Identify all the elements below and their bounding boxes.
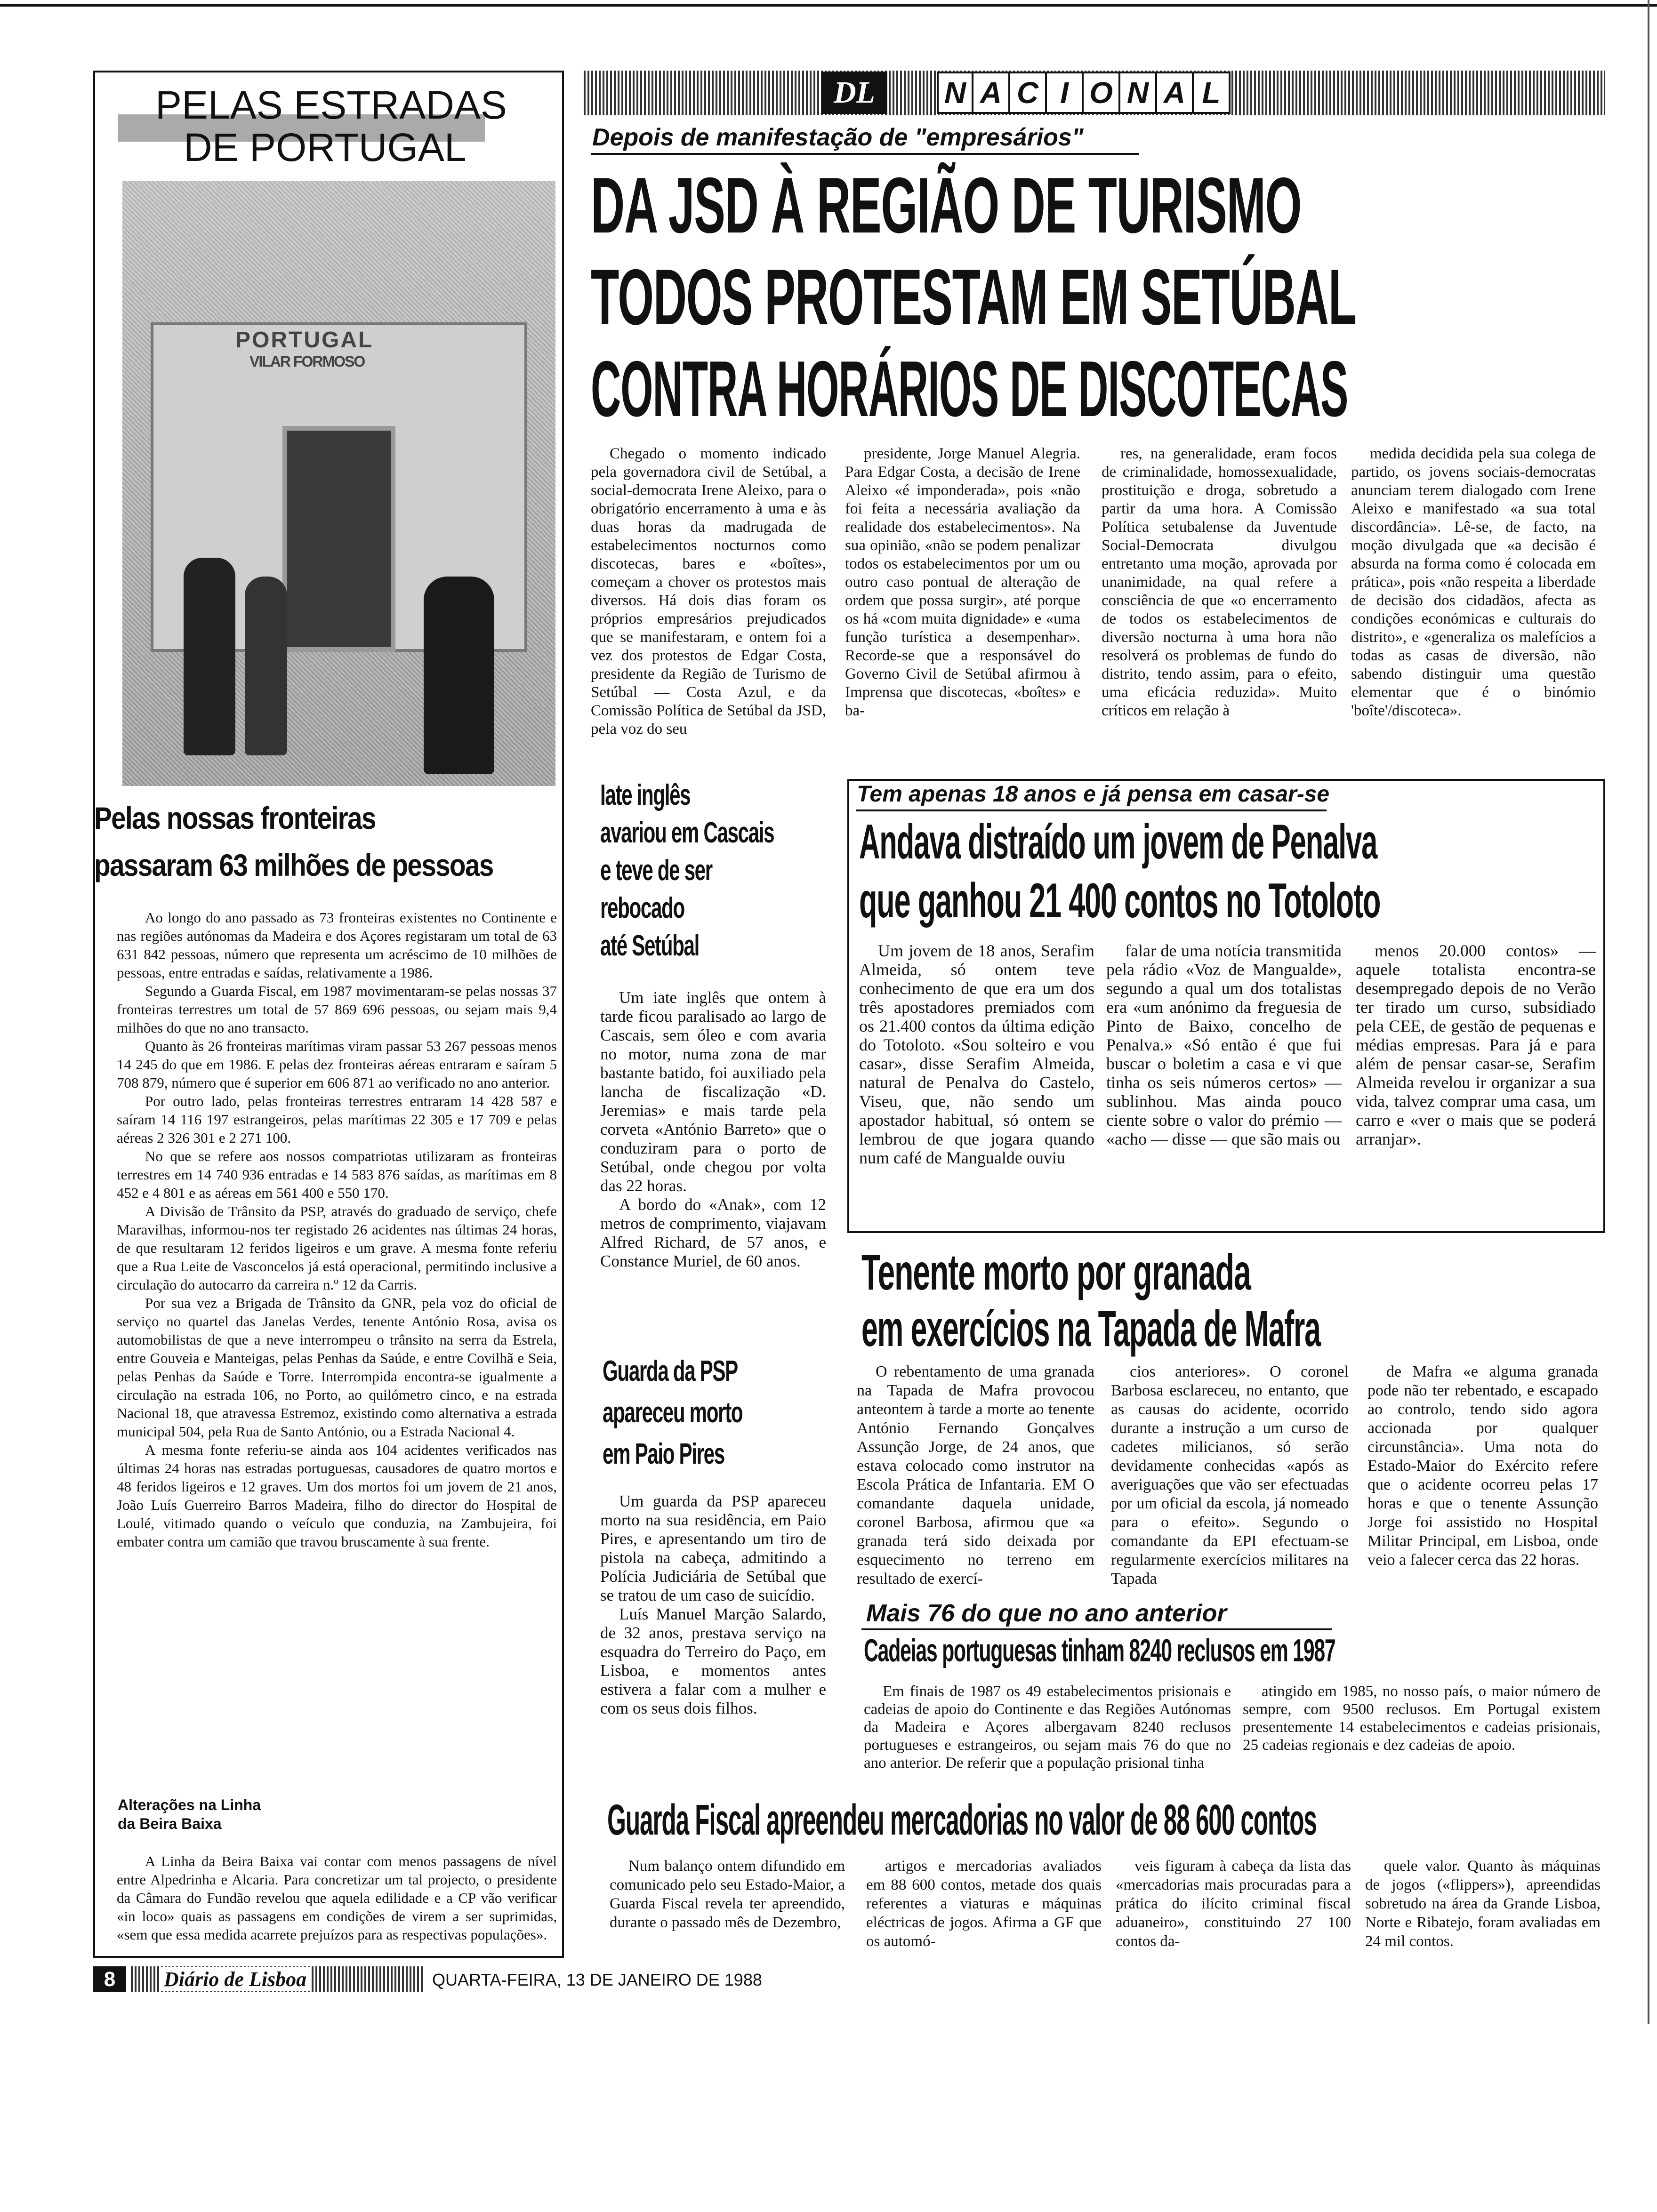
top-scan-edge: [0, 4, 1657, 7]
footer-page-number: 8: [93, 1966, 126, 1992]
tenente-column-3: [1367, 1362, 1598, 1588]
yacht-headline-line: rebocado: [600, 892, 684, 924]
yacht-headline-line: até Setúbal: [600, 930, 699, 962]
sidebar-paragraph: Segundo a Guarda Fiscal, em 1987 movimentaram-se pelas nossas 37 fronteiras terrestres um total de 57 869 696 pessoas, ou sejam mais 9,4 milhões do que no ano transacto.: [117, 983, 557, 1036]
yacht-headline-line: Iate inglês: [600, 779, 691, 811]
masthead-logo: DL: [821, 72, 887, 114]
totoloto-column-3: [1356, 941, 1596, 1228]
tenente-column-text: de Mafra «e alguma granada pode não ter rebentado, e escapado ao controlo, tendo sido agora accionada por qualquer circunstância». Uma nota do Estado-Maior do Exército refere que o acidente ocorreu pelas 17 horas e que o tenente Assunção Jorge foi assistido no Hospital Militar Principal, em Lisboa, onde veio a falecer cerca das 22 horas.: [1367, 1363, 1598, 1569]
lead-column-text: res, na generalidade, eram focos de criminalidade, homossexualidade, prostituição e droga, sobretudo a partir da uma hora. A Comissão Política setubalense da Juventude Social-Democrata divulgou entretanto uma moção, aprovada por unanimidade, na qual refere a consciência de que «o encerramento de todos os estabelecimentos de diversão nocturna à uma hora não resolverá os problemas de fundo do distrito, tendo assim, para o efeito, uma eficácia reduzida». Muito críticos em relação à: [1102, 445, 1337, 719]
reclusos-column-text: atingido em 1985, no nosso país, o maior número de sempre, com 9500 reclusos. Em Portugal existem presentemente 14 estabelecimentos e cadeias prisionais, 25 cadeias regionais e dez cadeias de apoio.: [1243, 1683, 1601, 1754]
totoloto-column-text: Um jovem de 18 anos, Serafim Almeida, só ontem teve conhecimento de que era um dos três apostadores premiados com os 21.400 contos da última edição do Totoloto. «Sou solteiro e vou casar», disse Serafim Almeida, natural de Penalva do Castelo, Viseu, que, não sendo um apostador habitual, só ontem se lembrou de que jogara quando num café de Mangualde ouviu: [859, 941, 1094, 1167]
kicker-line2: DE PORTUGAL: [184, 125, 467, 169]
lead-column-2: [845, 445, 1080, 769]
yacht-headline: [600, 777, 856, 965]
yacht-body: [600, 988, 826, 1346]
lead-kicker-underline: [591, 153, 1139, 155]
sidebar-paragraph: A Divisão de Trânsito da PSP, através do graduado de serviço, chefe Maravilhas, informou-nos ter registado 26 acidentes nas últimas 24 horas, de que resultaram 12 feridos ligeiros e um grave. A mesma fonte referiu que a Rua Leite de Vasconcelos já está operacional, permitindo inclusive a circulação do autocarro da carreira n.º 12 da Carris.: [117, 1203, 557, 1293]
section-letter: N: [1120, 72, 1157, 114]
totoloto-column-1: [859, 941, 1094, 1228]
sidebar-body-last: [117, 1852, 557, 1953]
fiscal-column-1: [610, 1857, 845, 1963]
fiscal-column-text: veis figuram à cabeça da lista das «mercadorias mais procuradas para a prática do ilícito criminal fiscal aduaneiro», constituindo 27 100 contos da-: [1116, 1858, 1351, 1950]
tenente-headline-1: Tenente morto por granada: [861, 1243, 1251, 1300]
fiscal-column-2: [866, 1857, 1102, 1963]
section-letter: A: [1157, 72, 1194, 114]
yacht-headline-line: e teve de ser: [600, 854, 712, 887]
sidebar-subhead-line2: da Beira Baixa: [118, 1815, 222, 1832]
psp-paragraph: Um guarda da PSP apareceu morto na sua residência, em Paio Pires, e apresentando um tiro de pistola na cabeça, admitindo a Polícia Judiciária de Setúbal que se tratou de um caso de suicídio.: [600, 1492, 826, 1604]
lead-headline-2: TODOS PROTESTAM EM SETÚBAL: [591, 253, 1356, 341]
sidebar-subhead-line1: Alterações na Linha: [118, 1796, 261, 1813]
section-letter: I: [1047, 72, 1084, 114]
section-letter: O: [1084, 72, 1120, 114]
psp-headline-line: apareceu morto: [603, 1396, 743, 1429]
sidebar-body: [117, 908, 557, 1784]
right-scan-edge: [1648, 0, 1649, 2024]
lead-column-text: presidente, Jorge Manuel Alegria. Para Edgar Costa, a decisão de Irene Aleixo «é imponderada», pois «não foi feita a necessária avaliação da realidade dos estabelecimentos». Na sua opinião, «não se podem penalizar todos os estabelecimentos por um ou outro caso pontual de alteração de ordem que possa surgir», até porque os há «com muita dignidade» e «uma função turística a desempenhar». Recorde-se que a responsável do Governo Civil de Setúbal afirmou à Imprensa que discotecas, «boîtes» e ba-: [845, 445, 1080, 719]
photo-figure-left: [184, 558, 235, 755]
yacht-headline-line: avariou em Cascais: [600, 817, 774, 849]
lead-column-4: [1351, 445, 1596, 769]
totoloto-kicker: Tem apenas 18 anos e já pensa em casar-se: [857, 782, 1330, 807]
tenente-column-1: [857, 1362, 1094, 1588]
photo-sign-2: VILAR FORMOSO: [249, 353, 365, 370]
totoloto-column-text: falar de uma notícia transmitida pela rádio «Voz de Mangualde», segundo a qual um dos totalistas era «um anónimo da freguesia de Pinto de Baixo, concelho de Penalva.» «Só então é que fui buscar o boletim a casa e vi que tinha os seis números certos» — sublinhou. Mas ainda pouco ciente sobre o valor do prémio — «acho — disse — que são mais ou: [1106, 941, 1342, 1148]
reclusos-column-text: Em finais de 1987 os 49 estabelecimentos prisionais e cadeias de apoio do Continente e das Regiões Autónomas da Madeira e Açores albergavam 8240 reclusos portugueses e estrangeiros, ou sejam mais 76 do que no ano anterior. De referir que a população prisional tinha: [864, 1683, 1231, 1771]
lead-column-text: Chegado o momento indicado pela governadora civil de Setúbal, a social-democrata Irene Aleixo, para o obrigatório encerramento à uma e às duas horas da madrugada de estabelecimentos nocturnos como discotecas, bares e «boîtes», começam a chover os protestos mais diversos. Há dois dias foram os próprios empresários prejudicados que se manifestaram, e ontem foi a vez dos protestos de Edgar Costa, presidente da Região de Turismo de Setúbal — Costa Azul, e da Comissão Política de Setúbal da JSD, pela voz do seu: [591, 445, 826, 737]
section-letter: C: [1010, 72, 1047, 114]
photo-sign-1: PORTUGAL: [235, 328, 374, 353]
section-letter: A: [973, 72, 1010, 114]
sidebar-paragraph: Quanto às 26 fronteiras marítimas viram passar 53 267 pessoas menos 14 245 do que em 1986. E pelas dez fronteiras aéreas entraram e saíram 5 708 879, número que é superior em 606 871 ao verificado no ano anterior.: [117, 1038, 557, 1091]
sidebar-headline-2: passaram 63 milhões de pessoas: [94, 848, 493, 882]
lead-column-1: [591, 445, 826, 769]
totoloto-column-2: [1106, 941, 1342, 1228]
yacht-paragraph: A bordo do «Anak», com 12 metros de comprimento, viajavam Alfred Richard, de 57 anos, e Constance Muriel, de 60 anos.: [600, 1195, 826, 1270]
fiscal-column-text: Num balanço ontem difundido em comunicado pelo seu Estado-Maior, a Guarda Fiscal revela ter apreendido, durante o passado mês de Dezembro,: [610, 1858, 845, 1931]
sidebar-paragraph: Por outro lado, pelas fronteiras terrestres entraram 14 428 587 e saíram 14 116 197 estrangeiros, pelas marítimas 22 305 e 17 709 e pelas aéreas 2 326 301 e 2 271 100.: [117, 1093, 557, 1146]
reclusos-kicker-underline: [861, 1628, 1332, 1630]
sidebar-paragraph: No que se refere aos nossos compatriotas utilizaram as fronteiras terrestres em 14 740 936 entradas e 14 583 876 saídas, as marítimas em 8 452 e 4 801 e as aéreas em 561 400 e 550 170.: [117, 1148, 557, 1201]
reclusos-kicker: Mais 76 do que no ano anterior: [866, 1600, 1227, 1627]
fiscal-column-text: artigos e mercadorias avaliados em 88 600 contos, metade dos quais referentes a viaturas e máquinas eléctricas de jogos. Afirma a GF que os automó-: [866, 1858, 1102, 1950]
totoloto-kicker-underline: [856, 809, 1327, 811]
photo-door: [282, 426, 395, 652]
tenente-column-text: O rebentamento de uma granada na Tapada de Mafra provocou anteontem à tarde a morte ao tenente António Fernando Gonçalves Assunção Jorge, de 24 anos, que estava colocado como instrutor na Escola Prática de Infantaria. EM O comandante daquela unidade, coronel Barbosa, afirmou que «a granada terá sido deixada por esquecimento no terreno em resultado de exercí-: [857, 1363, 1094, 1587]
section-label: [937, 72, 1231, 114]
photo-figure-right: [424, 577, 494, 774]
fiscal-column-text: quele valor. Quanto às máquinas de jogos («flippers»), apreendidas sobretudo na área da Grande Lisboa, Norte e Ribatejo, foram avaliadas em 24 mil contos.: [1365, 1858, 1601, 1950]
sidebar-headline-1: Pelas nossas fronteiras: [94, 801, 376, 835]
page-footer: [93, 1966, 762, 1995]
sidebar-kicker-logo: [113, 78, 507, 181]
sidebar-paragraph-last: A Linha da Beira Baixa vai contar com menos passagens de nível entre Alpedrinha e Alcaria. Para concretizar um tal projecto, o presidente da Câmara do Fundão revelou que aquela edilidade e a CP vão verificar «in loco» quais as passagens em condições de virem a ser suprimidas, «sem que essa medida acarrete prejuízos para as respectivas populações».: [117, 1853, 557, 1943]
fiscal-headline: Guarda Fiscal apreendeu mercadorias no valor de 88 600 contos: [607, 1796, 1317, 1844]
fiscal-column-3: [1116, 1857, 1351, 1963]
photo-figure-mid: [245, 577, 287, 755]
sidebar-subhead: [118, 1795, 261, 1833]
kicker-line1: PELAS ESTRADAS: [155, 83, 507, 127]
lead-headline-1: DA JSD À REGIÃO DE TURISMO: [591, 161, 1302, 249]
lead-column-3: [1102, 445, 1337, 769]
reclusos-column-2: [1243, 1683, 1601, 1793]
totoloto-headline-1: Andava distraído um jovem de Penalva: [859, 815, 1377, 869]
lead-headline-3: CONTRA HORÁRIOS DE DISCOTECAS: [591, 345, 1348, 433]
sidebar-paragraph: A mesma fonte referiu-se ainda aos 104 acidentes verificados nas últimas 24 horas nas estradas portuguesas, causadores de quatro mortos e 48 feridos ligeiros e 12 graves. Um dos mortos foi um jovem de 21 anos, João Luís Guerreiro Barros Madeira, filho do director do Hospital de Loulé, vitimado quando o veículo que conduzia, na Zambujeira, foi embater contra um camião que travou bruscamente à sua frente.: [117, 1442, 557, 1550]
yacht-paragraph: Um iate inglês que ontem à tarde ficou paralisado ao largo de Cascais, sem óleo e com avaria no motor, numa zona de mar bastante batido, foi auxiliado pela lancha de fiscalização «D. Jeremias» e mais tarde pela corveta «António Barreto» que o conduziram para o porto de Setúbal, onde chegou por volta das 22 horas.: [600, 988, 826, 1195]
sidebar-paragraph: Ao longo do ano passado as 73 fronteiras existentes no Continente e nas regiões autónomas da Madeira e dos Açores registaram um total de 63 631 842 pessoas, número que representa um acréscimo de 10 milhões de pessoas, entre entradas e saídas, relativamente a 1986.: [117, 909, 557, 981]
tenente-column-text: cios anteriores». O coronel Barbosa esclareceu, no entanto, que as causas do acidente, ocorrido durante a instrução a um curso de cadetes milicianos, só serão devidamente conhecidas «após as averiguações que vão ser efectuadas por um oficial da escola, já nomeado para o efeito». Segundo o comandante da EPI efectuam-se regularmente exercícios militares na Tapada: [1111, 1363, 1349, 1587]
totoloto-column-text: menos 20.000 contos» — aquele totalista encontra-se desempregado depois de no Verão ter tirado um curso, subsidiado pela CEE, de gestão de pequenas e médias empresas. Para já e para além de pensar casar-se, Serafim Almeida revelou ir organizar a sua vida, talvez comprar uma casa, um carro e «ver o mais que se poderá arranjar».: [1356, 941, 1596, 1148]
footer-paper-name: Diário de Lisboa: [159, 1967, 311, 1991]
section-letter: L: [1194, 72, 1231, 114]
lead-column-text: medida decidida pela sua colega de partido, os jovens sociais-democratas anunciam terem dialogado com Irene Aleixo e manifestado «a sua total discordância». Lê-se, de facto, na moção divulgada que «a decisão é absurda na forma como é colocada em prática», pois «não respeita a liberdade de decisão dos cidadãos, afecta as condições económicas e culturais do distrito», e «generaliza os malefícios a todas as casas de diversão, não sabendo distinguir uma questão elementar que é o binómio 'boîte'/discoteca».: [1351, 445, 1596, 719]
tenente-column-2: [1111, 1362, 1349, 1588]
section-letter: N: [937, 72, 973, 114]
reclusos-column-1: [864, 1683, 1231, 1793]
tenente-headline-2: em exercícios na Tapada de Mafra: [861, 1300, 1320, 1357]
border-post-photo: [122, 181, 555, 786]
psp-body: [600, 1492, 826, 1810]
lead-kicker: Depois de manifestação de "empresários": [592, 124, 1084, 151]
fiscal-column-4: [1365, 1857, 1601, 1963]
sidebar-paragraph: Por sua vez a Brigada de Trânsito da GNR, pela voz do oficial de serviço no quartel das Janelas Verdes, tenente António Rosa, avisa os automobilistas de que a neve interrompeu o trânsito na serra da Estrela, entre Gouveia e Manteigas, pelas Penhas da Saúde, e entre Covilhã e Seia, pelas Penhas da Saúde e Torre. Interrompida encontra-se igualmente a circulação na estrada 106, no Porto, ao quilómetro cinco, e na estrada Nacional 18, que atravessa Estremoz, existindo como alternativa a estrada municipal 504, pela Rua de Santo António, ou a Estrada Nacional 4.: [117, 1295, 557, 1440]
totoloto-headline-2: que ganhou 21 400 contos no Totoloto: [859, 874, 1381, 928]
reclusos-headline: Cadeias portuguesas tinham 8240 reclusos em 1987: [864, 1633, 1335, 1668]
psp-headline-line: Guarda da PSP: [603, 1355, 738, 1387]
psp-headline: [603, 1351, 808, 1475]
psp-headline-line: em Paio Pires: [603, 1438, 724, 1470]
psp-paragraph: Luís Manuel Marção Salardo, de 32 anos, prestava serviço na esquadra do Terreiro do Paço, em Lisboa, e momentos antes estivera a falar com a mulher e com os seus dois filhos.: [600, 1605, 826, 1717]
footer-date: QUARTA-FEIRA, 13 DE JANEIRO DE 1988: [432, 1970, 762, 1989]
